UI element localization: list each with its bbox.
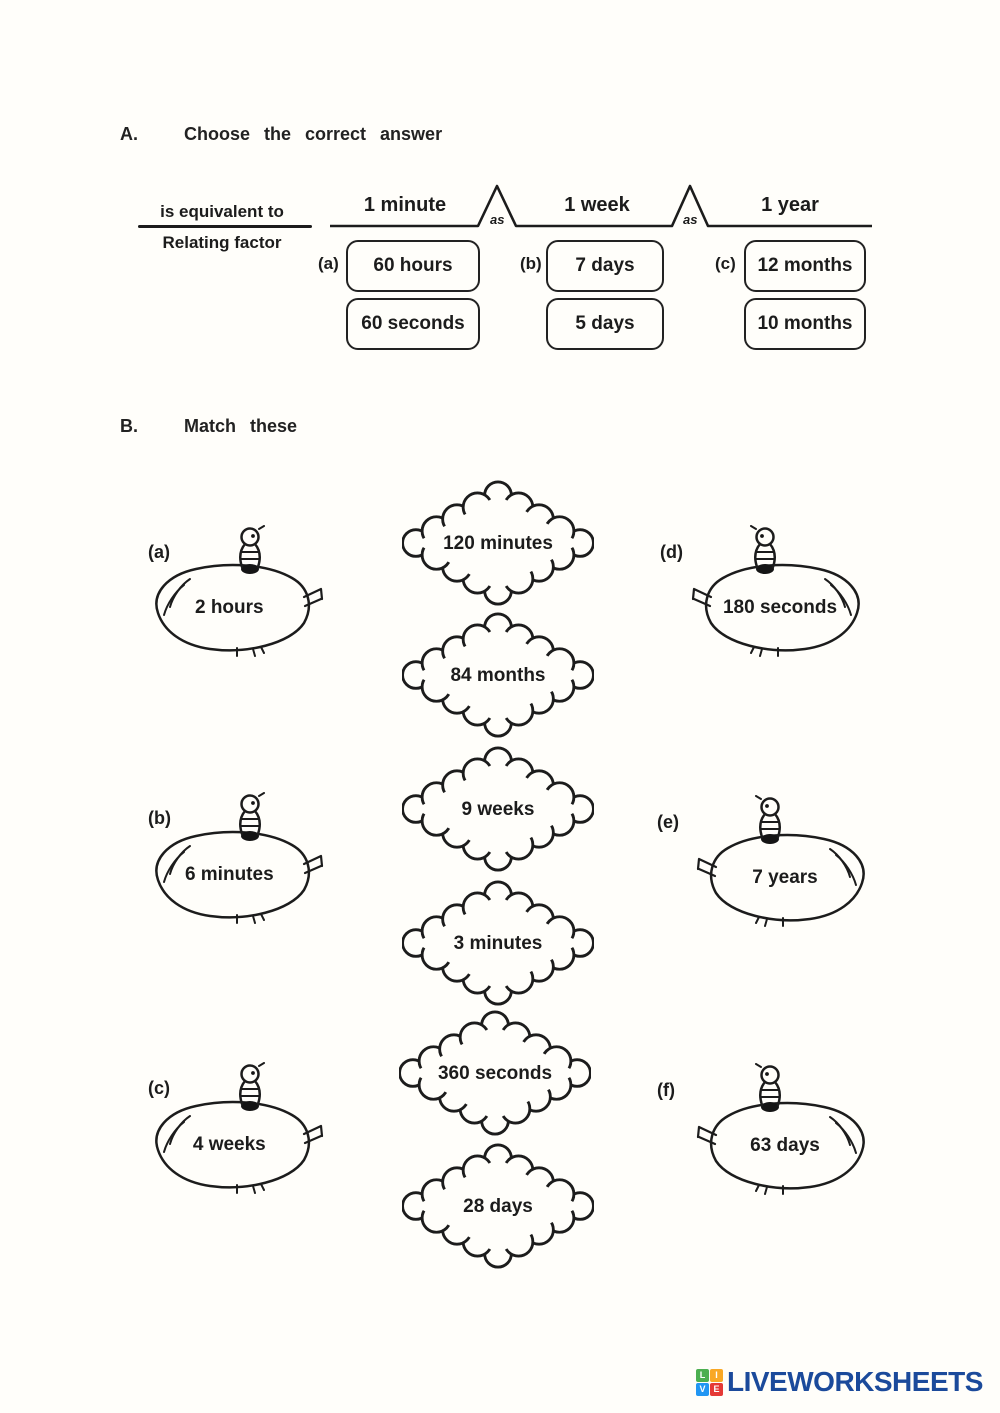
potato-worm-icon — [140, 792, 330, 924]
section-a-title: Choose the correct answer — [184, 124, 443, 144]
match-letter-a: (a) — [148, 542, 170, 562]
cloud-28-days[interactable] — [402, 1143, 594, 1269]
potato-worm-icon — [140, 1062, 330, 1194]
match-item-label: 63 days — [750, 1135, 820, 1157]
answer-box-5-days[interactable]: 5 days — [546, 298, 664, 350]
logo-square-l: L — [696, 1369, 709, 1382]
section-b-title: Match these — [184, 416, 298, 436]
potato-worm-icon — [690, 1063, 880, 1195]
cloud-label: 84 months — [450, 665, 546, 687]
answer-box-12-months[interactable]: 12 months — [744, 240, 866, 292]
row-header-bottom: Relating factor — [162, 233, 282, 252]
match-item-label: 4 weeks — [192, 1134, 266, 1156]
liveworksheets-brand[interactable] — [696, 1366, 983, 1398]
cloud-360-seconds[interactable] — [399, 1010, 591, 1136]
match-item-180-seconds[interactable] — [685, 525, 875, 657]
cloud-120-minutes[interactable] — [402, 480, 594, 606]
match-item-63-days[interactable] — [690, 1063, 880, 1195]
match-item-6-minutes[interactable] — [140, 792, 330, 924]
section-b-heading — [120, 416, 297, 437]
as-connector-1: as — [490, 212, 505, 227]
column-header-minute: 1 minute — [363, 194, 447, 216]
potato-worm-icon — [140, 525, 330, 657]
answer-box-7-days[interactable]: 7 days — [546, 240, 664, 292]
as-connector-2: as — [683, 212, 698, 227]
match-letter-b: (b) — [148, 808, 171, 828]
equivalence-line — [330, 182, 872, 232]
column-header-year: 1 year — [761, 194, 819, 216]
row-header-rule — [138, 225, 312, 228]
match-letter-e: (e) — [657, 812, 679, 832]
match-item-2-hours[interactable] — [140, 525, 330, 657]
answer-box-10-months[interactable]: 10 months — [744, 298, 866, 350]
answer-box-60-hours[interactable]: 60 hours — [346, 240, 480, 292]
cloud-label: 28 days — [463, 1196, 533, 1218]
cloud-label: 360 seconds — [437, 1063, 553, 1085]
brand-wordmark: LIVEWORKSHEETS — [727, 1366, 983, 1397]
logo-square-e: E — [710, 1383, 723, 1396]
option-letter-b: (b) — [520, 254, 542, 273]
answer-box-60-seconds[interactable]: 60 seconds — [346, 298, 480, 350]
cloud-9-weeks[interactable] — [402, 746, 594, 872]
section-b-label: B. — [120, 416, 138, 436]
match-item-label: 7 years — [752, 867, 818, 889]
match-item-7-years[interactable] — [690, 795, 880, 927]
potato-worm-icon — [690, 795, 880, 927]
cloud-3-minutes[interactable] — [402, 880, 594, 1006]
row-header-top: is equivalent to — [160, 202, 284, 221]
logo-square-v: V — [696, 1383, 709, 1396]
liveworksheets-logo-icon — [696, 1369, 723, 1396]
section-a-heading — [120, 124, 442, 145]
match-item-label: 2 hours — [194, 597, 264, 619]
cloud-84-months[interactable] — [402, 612, 594, 738]
potato-worm-icon — [685, 525, 875, 657]
cloud-label: 120 minutes — [443, 533, 553, 555]
match-item-label: 6 minutes — [184, 864, 274, 886]
match-letter-f: (f) — [657, 1080, 675, 1100]
cloud-label: 9 weeks — [461, 799, 535, 821]
match-item-4-weeks[interactable] — [140, 1062, 330, 1194]
cloud-label: 3 minutes — [453, 933, 543, 955]
match-letter-d: (d) — [660, 542, 683, 562]
logo-square-i: I — [710, 1369, 723, 1382]
match-letter-c: (c) — [148, 1078, 170, 1098]
option-letter-a: (a) — [318, 254, 339, 273]
option-letter-c: (c) — [715, 254, 736, 273]
match-item-label: 180 seconds — [722, 597, 838, 619]
column-header-week: 1 week — [564, 194, 630, 216]
section-a-label: A. — [120, 124, 138, 144]
